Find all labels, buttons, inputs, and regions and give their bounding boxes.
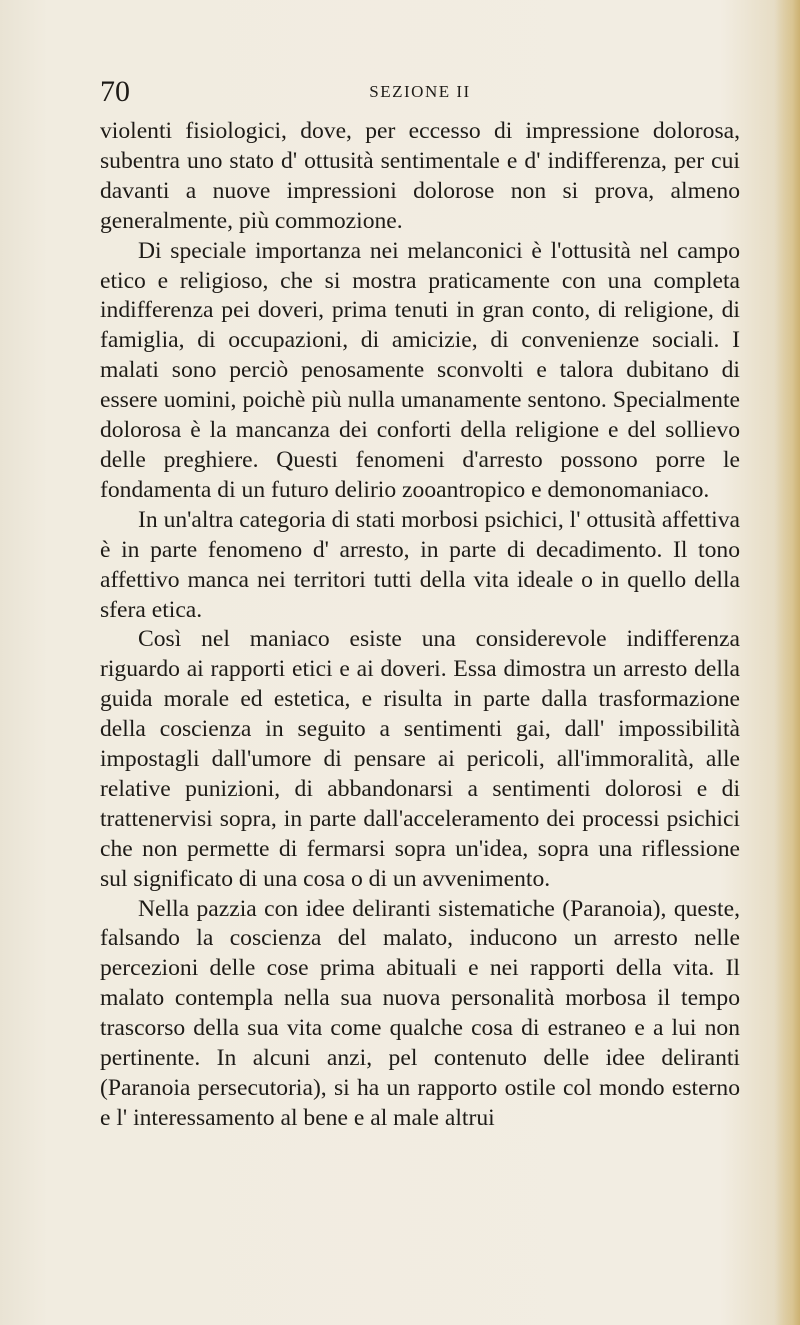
paragraph-1: violenti fisiologici, dove, per eccesso di impressione dolorosa, subentra uno stato d' ottusità sentimentale e d' indifferenza, per cui davanti a nuove impressioni dolorose non si prova, almeno generalmente, più commozione. bbox=[100, 118, 740, 234]
page-number: 70 bbox=[100, 75, 130, 108]
page-header bbox=[100, 72, 740, 112]
body-text bbox=[100, 117, 740, 1134]
paragraph-4: Così nel maniaco esiste una considerevole indifferenza riguardo ai rapporti etici e ai doveri. Essa dimostra un arresto della guida morale ed estetica, e risulta in parte dalla trasformazione della coscienza in seguito a sentimenti gai, dall' impossibilità impostagli dall'umore di pensare ai pericoli, all'immoralità, alle relative punizioni, di abbandonarsi a sentimenti dolorosi e di trattenervisi sopra, in parte dall'acceleramento dei processi psichici che non permette di fermarsi sopra un'idea, sopra una riflessione sul significato di una cosa o di un avvenimento. bbox=[100, 626, 740, 892]
paragraph-3: In un'altra categoria di stati morbosi psichici, l' ottusità affettiva è in parte fenomeno d' arresto, in parte di decadimento. Il tono affettivo manca nei territori tutti della vita ideale o in quello della sfera etica. bbox=[100, 506, 740, 623]
paragraph-5: Nella pazzia con idee deliranti sistematiche (Paranoia), queste, falsando la coscienza del malato, inducono un arresto nelle percezioni delle cose prima abituali e nei rapporti della vita. Il malato contempla nella sua nuova personalità morbosa il tempo trascorso della sua vita come qualche cosa di estraneo e a lui non pertinente. In alcuni anzi, pel contenuto delle idee deliranti (Paranoia persecutoria), si ha un rapporto ostile col mondo esterno e l' interessamento al bene e al male altrui bbox=[100, 895, 740, 1131]
running-head: SEZIONE II bbox=[369, 82, 471, 101]
page-edge-stain bbox=[774, 0, 800, 1325]
paragraph-2: Di speciale importanza nei melanconici è l'ottusità nel campo etico e religioso, che si mostra praticamente con una completa indifferenza pei doveri, prima tenuti in gran conto, di religione, di famiglia, di occupazioni, di amicizie, di convenienze sociali. I malati sono perciò penosamente sconvolti e talora dubitano di essere uomini, poichè più nulla umanamente sentono. Specialmente dolorosa è la mancanza dei conforti della religione e del sollievo delle preghiere. Questi fenomeni d'arresto possono porre le fondamenta di un futuro delirio zooantropico e demonomaniaco. bbox=[100, 237, 740, 503]
